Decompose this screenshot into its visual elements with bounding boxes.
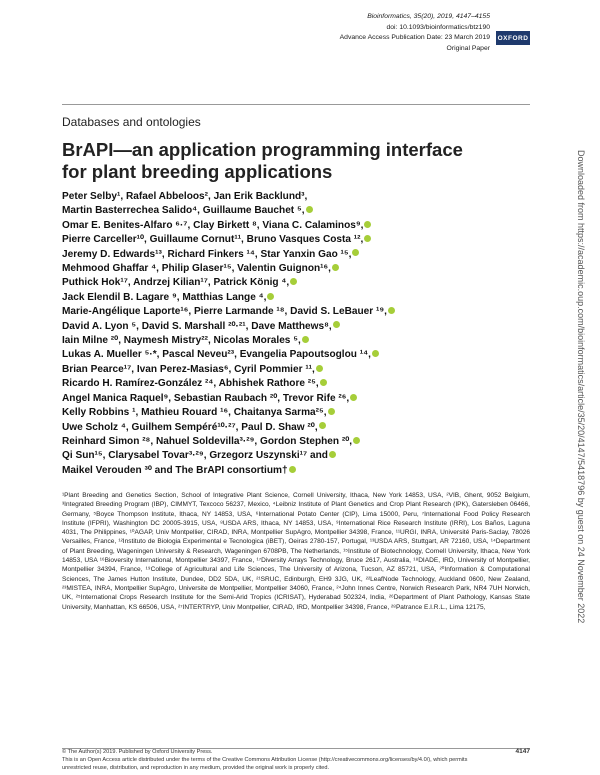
orcid-icon[interactable] bbox=[267, 293, 274, 300]
author-line: Omar E. Benites-Alfaro ⁶·⁷, Clay Birkett ⁸, Viana C. Calaminos⁹, bbox=[62, 219, 522, 233]
orcid-icon[interactable] bbox=[328, 408, 335, 415]
title-line: BrAPI—an application programming interface bbox=[62, 139, 463, 160]
journal-doi[interactable]: doi: 10.1093/bioinformatics/btz190 bbox=[386, 23, 490, 31]
orcid-icon[interactable] bbox=[364, 221, 371, 228]
orcid-icon[interactable] bbox=[302, 336, 309, 343]
author-line: Uwe Scholz ⁴, Guilhem Sempéré¹⁰·²⁷, Paul D. Shaw ²⁰, bbox=[62, 421, 522, 435]
page-number: 4147 bbox=[515, 748, 530, 755]
author-line: Mehmood Ghaffar ⁴, Philip Glaser¹⁵, Valentin Guignon¹⁶, bbox=[62, 262, 522, 276]
oxford-logo: OXFORD bbox=[496, 31, 530, 45]
orcid-icon[interactable] bbox=[388, 307, 395, 314]
orcid-icon[interactable] bbox=[353, 437, 360, 444]
author-line: Jack Elendil B. Lagare ⁹, Matthias Lange ⁴, bbox=[62, 291, 522, 305]
page-footer bbox=[62, 748, 530, 772]
affiliations: ¹Plant Breeding and Genetics Section, School of Integrative Plant Science, Cornell University, Ithaca, New York 14853, USA, ²VIB, Ghent, 9052 Belgium, ³Integrated Breeding Program (IBP), CIMMYT, Texcoco 56237, Mexico, ⁴Leibniz Institute of Plant Genetics and Crop Plant Research (IPK), Gatersleben 06466, Germany, ⁵Boyce Thompson Institute, Ithaca, NY 14853, USA, ⁶International Potato Center (CIP), Lima 15000, Peru, ⁷International Food Policy Research Institute (IFPRI), Washington DC 20005-3915, USA, ⁸USDA ARS, Ithaca, NY 14853, USA, ⁹International Rice Research Institute (IRRI), Los Baños, Laguna 4031, The Philippines, ¹⁰AGAP, Univ Montpellier, CIRAD, INRA, Montpellier SupAgro, Montpellier 34398, France, ¹¹URGI, INRA, Université Paris-Saclay, 78026 Versailles, France, ¹²Instituto de Biologia Experimental e Tecnologica (iBET), Oeiras 2780-157, Portugal, ¹³USDA ARS, Stuttgart, AR 72160, USA, ¹⁴Department of Plant Breeding, Wageningen University & Research, Wageningen 6708PB, The Netherlands, ¹⁵Institute of Biotechnology, Cornell University, Ithaca, New York 14853, USA ¹⁶Bioversity International, Montpellier 34397, France, ¹⁷Diversity Arrays Technology, Bruce 2617, Australia, ¹⁸DIADE, IRD, University of Montpellier, Montpellier 34394, France, ¹⁹College of Agricultural and Life Sciences, The University of Arizona, Tucson, AZ 85721, USA, ²⁰Information & Computational Sciences, The James Hutton Institute, Dundee, DD2 5DA, UK, ²¹SRUC, Edinburgh, EH9 3JG, UK, ²²LeafNode Technology, Auckland 0600, New Zealand, ²³MISTEA, INRA, Montpellier SupAgro, Universite de Montpellier, Montpellier 34060, France, ²⁴John Innes Centre, Norwich Research Park, NR4 7UH Norwich, UK, ²⁵International Crops Research Institute for the Semi-Arid Tropics (ICRISAT), Hyderabad 502324, India, ²⁶Department of Plant Pathology, Kansas State University, Manhattan, KS 66506, USA, ²⁷INTERTRYP, Univ Montpellier, CIRAD, IRD, Montpellier 34398, France, ²⁸Patrance E.I.R.L., Lima 12175, bbox=[62, 492, 530, 611]
author-line: Maikel Verouden ³⁰ and The BrAPI consortium† bbox=[62, 464, 522, 478]
author-line: David A. Lyon ⁵, David S. Marshall ²⁰·²¹, Dave Matthews⁸, bbox=[62, 320, 522, 334]
author-line: Qi Sun¹⁵, Clarysabel Tovar³·²⁹, Grzegorz Uszynski¹⁷ and bbox=[62, 449, 522, 463]
download-watermark bbox=[574, 150, 588, 624]
journal-article-type: Original Paper bbox=[446, 44, 490, 52]
license-text: This is an Open Access article distributed under the terms of the Creative Commons Attribution License (http://creativecommons.org/licenses/by/4.0/), which permits bbox=[62, 757, 468, 763]
journal-metadata bbox=[340, 12, 490, 54]
download-watermark-text: Downloaded from https://academic.oup.com/bioinformatics/article/35/20/4147/5418796 by guest on 24 November 2022 bbox=[576, 150, 586, 624]
orcid-icon[interactable] bbox=[350, 394, 357, 401]
author-line: Reinhard Simon ²⁸, Nahuel Soldevilla³·²⁹, Gordon Stephen ²⁰, bbox=[62, 435, 522, 449]
orcid-icon[interactable] bbox=[372, 350, 379, 357]
author-line: Martin Basterrechea Salido⁴, Guillaume Bauchet ⁵, bbox=[62, 204, 522, 218]
author-line: Puthick Hok¹⁷, Andrzej Kilian¹⁷, Patrick König ⁴, bbox=[62, 276, 522, 290]
article-title bbox=[62, 139, 492, 183]
orcid-icon[interactable] bbox=[289, 466, 296, 473]
journal-access-date: Advance Access Publication Date: 23 March 2019 bbox=[339, 34, 490, 41]
copyright-notice: © The Author(s) 2019. Published by Oxford University Press. bbox=[62, 749, 213, 755]
author-line: Iain Milne ²⁰, Naymesh Mistry²², Nicolas Morales ⁵, bbox=[62, 334, 522, 348]
author-line: Peter Selby¹, Rafael Abbeloos², Jan Erik Backlund³, bbox=[62, 191, 308, 202]
author-list bbox=[62, 190, 522, 478]
author-line: Lukas A. Mueller ⁵·*, Pascal Neveu²³, Evangelia Papoutsoglou ¹⁴, bbox=[62, 348, 522, 362]
author-line: Brian Pearce¹⁷, Ivan Perez-Masias⁶, Cyril Pommier ¹¹, bbox=[62, 363, 522, 377]
author-line: Angel Manica Raquel⁹, Sebastian Raubach ²⁰, Trevor Rife ²⁶, bbox=[62, 392, 522, 406]
author-line: Ricardo H. Ramírez-González ²⁴, Abhishek Rathore ²⁵, bbox=[62, 377, 522, 391]
title-line: for plant breeding applications bbox=[62, 161, 333, 182]
orcid-icon[interactable] bbox=[329, 451, 336, 458]
author-line: Kelly Robbins ¹, Mathieu Rouard ¹⁶, Chaitanya Sarma²⁵, bbox=[62, 406, 522, 420]
license-text: unrestricted reuse, distribution, and reproduction in any medium, provided the original work is properly cited. bbox=[62, 765, 330, 771]
header-divider bbox=[62, 104, 530, 105]
journal-citation: Bioinformatics, 35(20), 2019, 4147–4155 bbox=[367, 13, 490, 20]
orcid-icon[interactable] bbox=[319, 422, 326, 429]
orcid-icon[interactable] bbox=[364, 235, 371, 242]
orcid-icon[interactable] bbox=[316, 365, 323, 372]
section-label: Databases and ontologies bbox=[62, 115, 201, 129]
orcid-icon[interactable] bbox=[333, 321, 340, 328]
orcid-icon[interactable] bbox=[290, 278, 297, 285]
author-line: Marie-Angélique Laporte¹⁶, Pierre Larmande ¹⁸, David S. LeBauer ¹⁹, bbox=[62, 305, 522, 319]
orcid-icon[interactable] bbox=[320, 379, 327, 386]
author-line: Jeremy D. Edwards¹³, Richard Finkers ¹⁴, Star Yanxin Gao ¹⁵, bbox=[62, 248, 522, 262]
orcid-icon[interactable] bbox=[306, 206, 313, 213]
author-line: Pierre Carceller¹⁰, Guillaume Cornut¹¹, Bruno Vasques Costa ¹², bbox=[62, 233, 522, 247]
orcid-icon[interactable] bbox=[352, 249, 359, 256]
orcid-icon[interactable] bbox=[332, 264, 339, 271]
